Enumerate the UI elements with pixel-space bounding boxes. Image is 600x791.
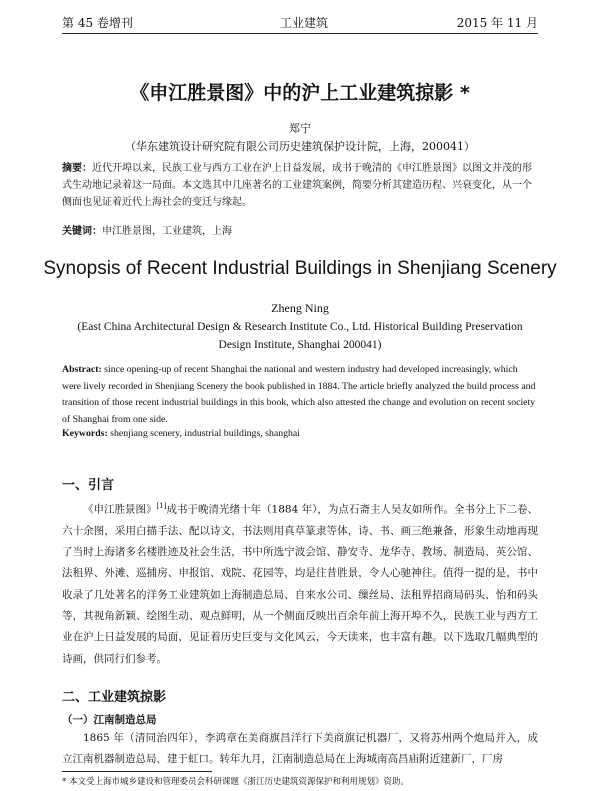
header-date: 2015 年 11 月 — [456, 16, 538, 30]
intro-text: 成书于晚清光绪十年（1884 年），为点石斋主人吴友如所作。全书分上下二卷、六十余图，采用白描手法、配以诗文，书法则用真草篆隶等体，诗、书、画三绝兼备，形象生动地再现了当时上海诸多名楼胜迹及社会生活，书中所选宁波会馆、静安寺、龙华寺、教场、制造局、英公馆、法租界、外滩、巡捕房、申报馆、戏院、花园等，均是往昔胜景，令人心驰神往。值得一提的是，书中收录了几处著名的洋务工业建筑如上海制造总局、自来水公司、缫丝局、法租界招商局码头、怡和码头等，其视角新颖、绘图生动、观点鲜明，从一个侧面反映出百余年前上海开埠不久，民族工业与西方工业在沪上日益发展的局面，见证着历史巨变与文化风云，今天读来，也丰富有趣。以下选取几幅典型的诗画，供同行们参考。 — [62, 503, 538, 665]
keywords-text-cn: 申江胜景图，工业建筑，上海 — [102, 226, 232, 237]
abstract-text-en: since opening-up of recent Shanghai the national and western industry had developed increasingly, which were lively recorded in Shenjiang Scenery the book published in 1884. The article briefly analyzed the build process and transition of those recent industrial buildings in this book, which also attested the change and evolution on recent society of Shanghai from one side. — [62, 364, 536, 425]
abstract-text-cn: 近代开埠以来，民族工业与西方工业在沪上日益发展，成书于晚清的《申江胜景图》以图文并茂的形式生动地记录着这一局面。本文选其中几座著名的工业建筑案例，简要分析其建造历程、兴衰变化，从一个侧面也见证着近代上海社会的变迁与缘起。 — [62, 163, 532, 208]
title-english: Synopsis of Recent Industrial Buildings in Shenjiang Scenery — [43, 258, 557, 279]
keywords-english — [62, 428, 538, 439]
section-heading-industrial: 二、工业建筑掠影 — [62, 690, 167, 705]
footnote: * 本文受上海市城乡建设和管理委员会科研课题《浙江历史建筑资源保护和利用规划》资助。 — [62, 777, 409, 787]
author-english: Zheng Ning — [271, 301, 329, 315]
abstract-label-en: Abstract: — [62, 364, 102, 375]
header-journal: 工业建筑 — [280, 16, 329, 30]
header-rule — [62, 33, 538, 34]
title-chinese: 《申江胜景图》中的沪上工业建筑掠影 * — [130, 82, 470, 104]
jiangnan-paragraph: 1865 年（清同治四年），李鸿章在美商旗昌洋行下美商旗记机器厂，又将苏州两个炮局并入，成立江南机器制造总局，建于虹口。转年九月，江南制造总局在上海城南高昌庙附近建新厂，厂房 — [62, 732, 538, 766]
footnote-rule — [62, 771, 212, 772]
keywords-chinese — [62, 222, 538, 237]
header-volume: 第 45 卷增刊 — [62, 16, 133, 30]
keywords-text-en: shenjiang scenery, industrial buildings, shanghai — [110, 428, 300, 439]
subsection-heading-jiangnan: （一）江南制造总局 — [62, 714, 157, 726]
section-heading-intro: 一、引言 — [62, 478, 115, 493]
citation-ref: [1] — [156, 502, 167, 510]
keywords-label-cn: 关键词： — [62, 226, 102, 237]
intro-paragraph — [62, 496, 538, 670]
affiliation-chinese: （华东建筑设计研究院有限公司历史建筑保护设计院，上海，200041） — [125, 140, 475, 153]
abstract-chinese — [62, 160, 538, 211]
abstract-english — [62, 362, 538, 428]
abstract-label-cn: 摘要： — [62, 163, 92, 174]
keywords-label-en: Keywords: — [62, 428, 108, 439]
author-chinese: 郑宁 — [289, 122, 311, 135]
intro-book-title: 《申江胜景图》 — [83, 503, 157, 516]
affiliation-english: (East China Architectural Design & Research Institute Co., Ltd. Historical Building Preservation Design Institute, Shanghai 200041) — [77, 321, 523, 351]
